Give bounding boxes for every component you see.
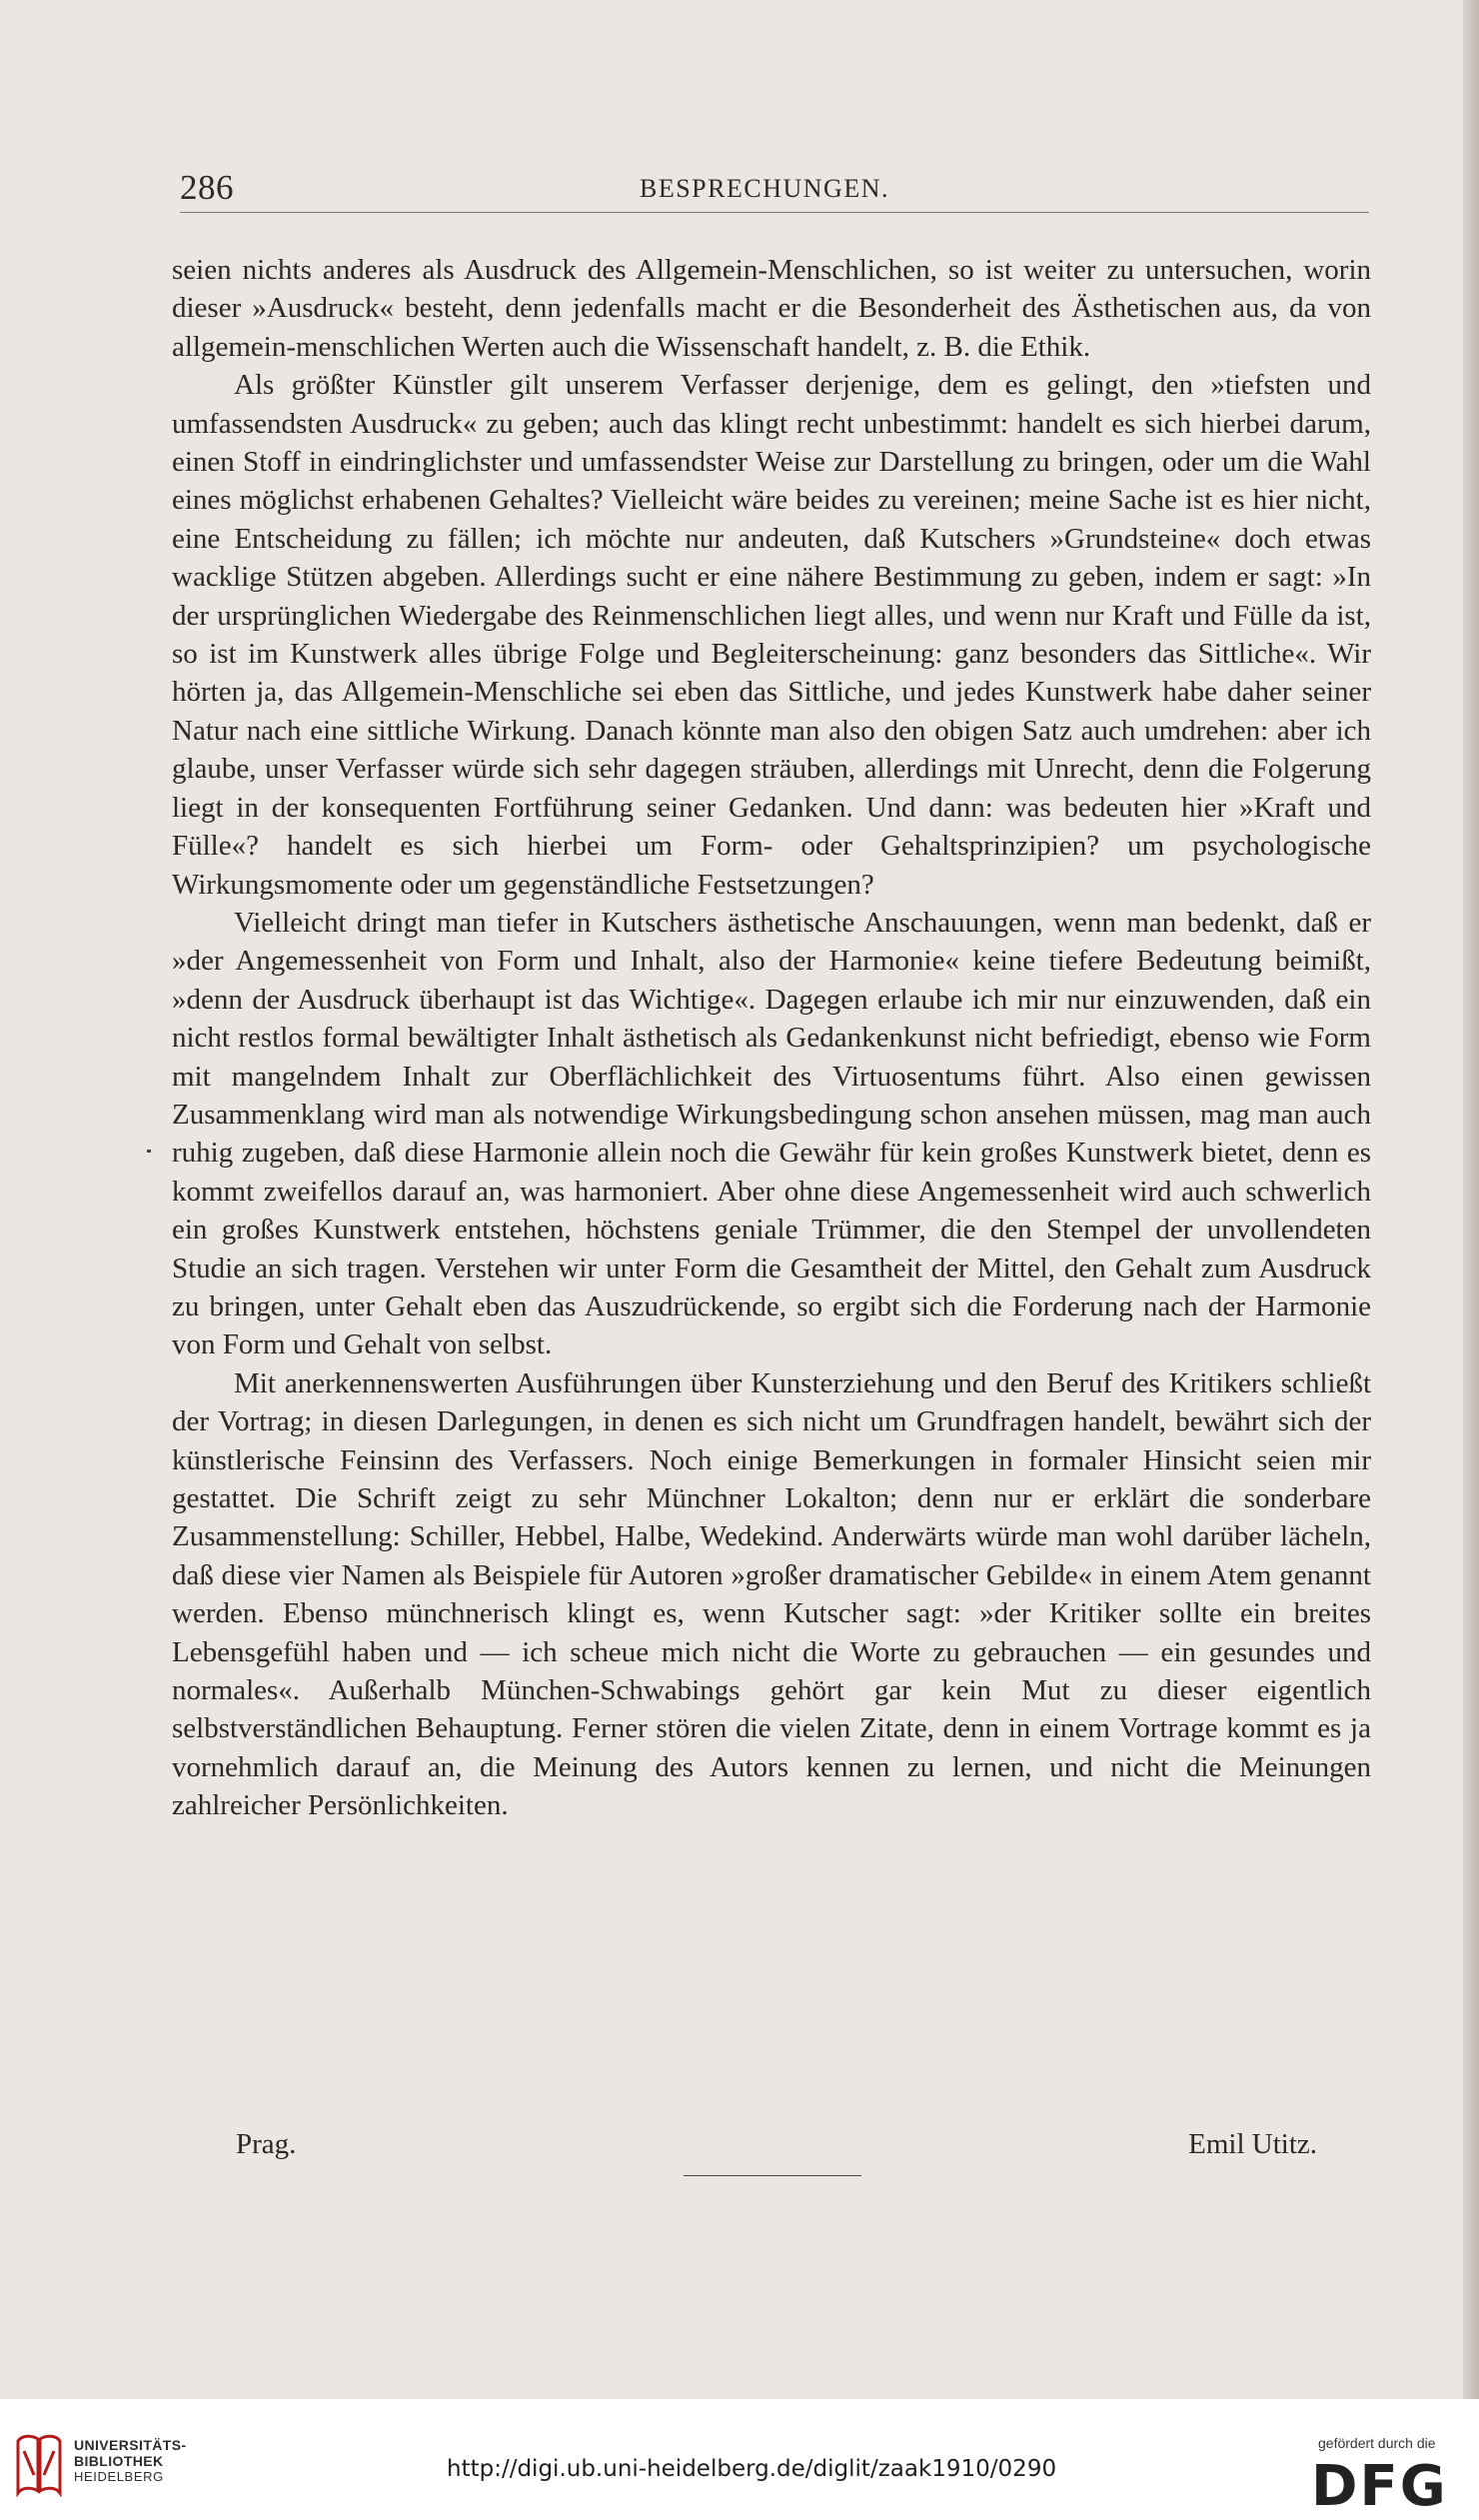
closing-rule [684,2175,861,2176]
signature-line [236,2128,1317,2168]
paragraph: Als größter Künstler gilt unserem Verfasser derjenige, dem es gelingt, den »tiefsten und umfassendsten Ausdruck« zu geben; auch das klingt recht unbestimmt: handelt es sich hierbei darum, einen Stoff in eindringlichster und umfassendster Weise zur Darstellung zu bringen, oder um die Wahl eines möglichst erhabenen Gehaltes? Vielleicht wäre beides zu vereinen; meine Sache ist es hier nicht, eine Entscheidung zu fällen; ich möchte nur andeuten, daß Kutschers »Grundsteine« doch etwas wacklige Stützen abgeben. Allerdings sucht er eine nähere Bestimmung zu geben, indem er sagt: »In der ursprünglichen Wiedergabe des Reinmenschlichen liegt alles, und wenn nur Kraft und Fülle da ist, so ist im Kunstwerk alles übrige Folge und Begleiterscheinung: ganz besonders das Sittliche«. Wir hörten ja, das Allgemein-Menschliche sei eben das Sittliche, und jedes Kunstwerk habe daher seiner Natur nach eine sittliche Wirkung. Danach könnte man also den obigen Satz auch umdrehen: aber ich glaube, unser Verfasser würde sich sehr dagegen sträuben, allerdings mit Unrecht, denn die Folgerung liegt in der konsequenten Fortführung seiner Gedanken. Und dann: was bedeuten hier »Kraft und Fülle«? handelt es sich hierbei um Form- oder Gehaltsprinzipien? um psychologische Wirkungsmomente oder um gegenständliche Festsetzungen? [172,369,1371,901]
paragraph: Vielleicht dringt man tiefer in Kutschers ästhetische Anschauungen, wenn man bedenkt, daß er »der Angemessenheit von Form und Inhalt, also der Harmonie« keine tiefere Bedeutung beimißt, »denn der Ausdruck überhaupt ist das Wichtige«. Dagegen erlaube ich mir nur einzuwenden, daß ein nicht restlos formal bewältigter Inhalt ästhetisch als Gedankenkunst nicht befriedigt, ebenso wie Form mit mangelndem Inhalt zur Oberflächlichkeit des Virtuosentums führt. Also einen gewissen Zusammenklang wird man als notwendige Wirkungsbedingung schon ansehen müssen, mag man auch ruhig zugeben, daß diese Harmonie allein noch die Gewähr für kein großes Kunstwerk bietet, denn es kommt zweifellos darauf an, was harmoniert. Aber ohne diese Angemessenheit wird auch schwerlich ein großes Kunstwerk entstehen, höchstens geniale Trümmer, die den Stempel der unvollendeten Studie an sich tragen. Verstehen wir unter Form die Gesamtheit der Mittel, den Gehalt zum Ausdruck zu bringen, unter Gehalt eben das Auszudrückende, so ergibt sich die Forderung nach der Harmonie von Form und Gehalt von selbst. [172,906,1371,1361]
library-name [74,2437,187,2485]
article-body [172,251,1371,1825]
dfg-logo: DFG [1311,2454,1448,2519]
running-head [180,168,1369,212]
permalink-url[interactable]: http://digi.ub.uni-heidelberg.de/diglit/zaak1910/0290 [447,2456,1057,2482]
library-line-1: UNIVERSITÄTS- [74,2437,187,2453]
signature-author: Emil Utitz. [1188,2128,1317,2160]
paragraph: seien nichts anderes als Ausdruck des Allgemein-Menschlichen, so ist weiter zu untersuchen, worin dieser »Ausdruck« besteht, denn jedenfalls macht er die Besonderheit des Ästhetischen aus, da von allgemein-menschlichen Werten auch die Wissenschaft handelt, z. B. die Ethik. [172,254,1371,363]
margin-mark [147,1150,151,1153]
running-title: BESPRECHUNGEN. [640,174,889,203]
library-line-2: BIBLIOTHEK [74,2453,164,2469]
paragraph: Mit anerkennenswerten Ausführungen über Kunsterziehung und den Beruf des Kritikers schließt der Vortrag; in diesen Darlegungen, in denen es sich nicht um Grundfragen handelt, bewährt sich der künstlerische Feinsinn des Verfassers. Noch einige Bemerkungen in formaler Hinsicht seien mir gestattet. Die Schrift zeigt zu sehr Münchner Lokalton; denn nur er erklärt die sonderbare Zusammenstellung: Schiller, Hebbel, Halbe, Wedekind. Anderwärts würde man wohl darüber lächeln, daß diese vier Namen als Beispiele für Autoren »großer dramatischer Gebilde« in einem Atem genannt werden. Ebenso münchnerisch klingt es, wenn Kutscher sagt: »der Kritiker sollte ein breites Lebensgefühl haben und — ich scheue mich nicht die Worte zu gebrauchen — ein gesundes und normales«. Außerhalb München-Schwabings gehört gar kein Mut zu dieser eigentlich selbstverständlichen Behauptung. Ferner stören die vielen Zitate, denn in einem Vortrage kommt es ja vornehmlich darauf an, die Meinung des Autors kennen zu lernen, und nicht die Meinungen zahlreicher Persönlichkeiten. [172,1366,1371,1822]
page-edge [1463,0,1479,2399]
signature-place: Prag. [236,2128,297,2160]
viewer-footer [0,2399,1479,2520]
page-number: 286 [180,168,234,207]
header-rule [180,212,1369,213]
university-library-logo-icon [14,2431,64,2497]
library-line-3: HEIDELBERG [74,2469,164,2484]
funding-caption: gefördert durch die [1318,2435,1436,2451]
